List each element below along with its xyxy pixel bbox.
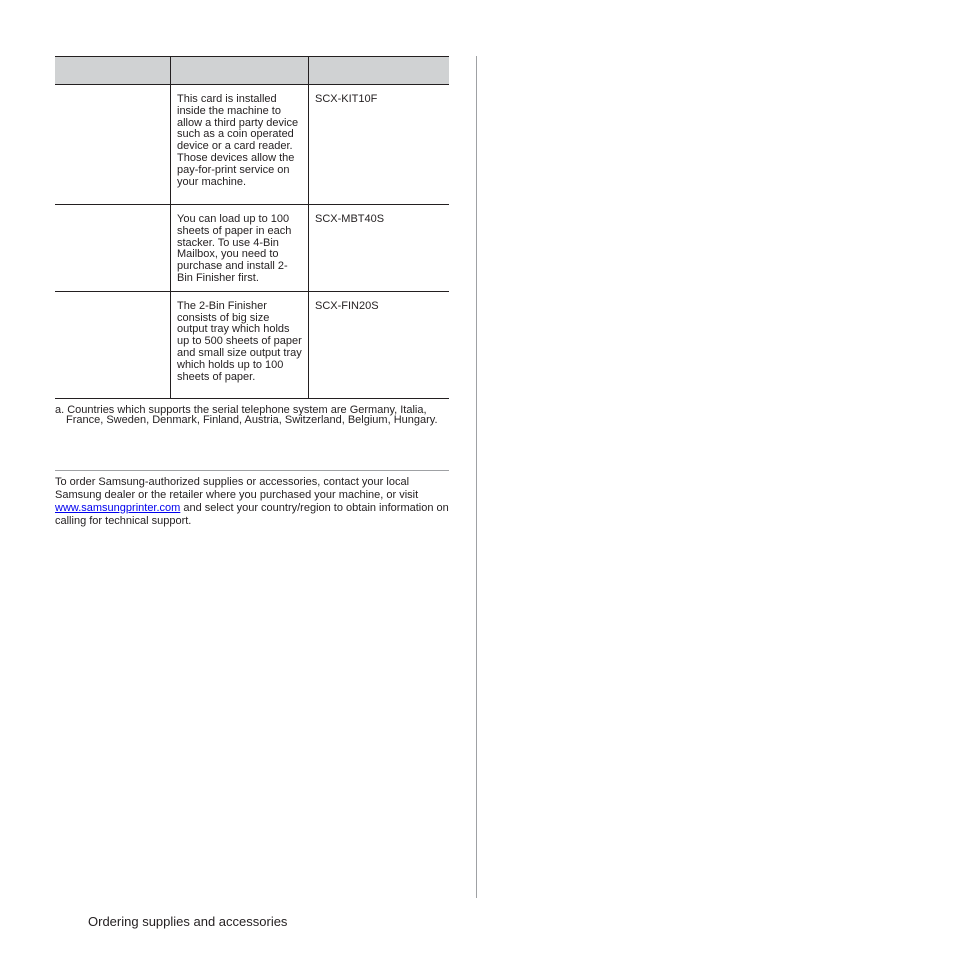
left-column xyxy=(55,56,449,426)
table-header-row xyxy=(55,57,449,85)
item-description-cell: You can load up to 100 sheets of paper in each stacker. To use 4-Bin Mailbox, you need to purchase and install 2-Bin Finisher first. xyxy=(171,205,309,292)
item-description-cell: The 2-Bin Finisher consists of big size output tray which holds up to 500 sheets of paper and small size output tray which holds up to 100 sheets of paper. xyxy=(171,291,309,398)
column-divider xyxy=(476,56,477,898)
accessories-table xyxy=(55,56,449,399)
table-footnote: a. Countries which supports the serial telephone system are Germany, Italia, France, Sweden, Denmark, Finland, Austria, Switzerland, Belgium, Hungary. xyxy=(55,403,438,427)
ordering-text-before: To order Samsung-authorized supplies or accessories, contact your local Samsung dealer or the retailer where you purchased your machine, or visit xyxy=(55,476,419,501)
ordering-paragraph xyxy=(55,476,449,528)
item-name-cell xyxy=(55,205,171,292)
table-row xyxy=(55,205,449,292)
item-description-cell: This card is installed inside the machine to allow a third party device such as a coin operated device or a card reader. Those devices allow the pay-for-print service on your machine. xyxy=(171,85,309,205)
item-name-cell xyxy=(55,85,171,205)
ordering-text-after: and select your country/region to obtain information on calling for technical support. xyxy=(55,502,449,527)
section-divider xyxy=(55,470,449,471)
part-number-cell: SCX-KIT10F xyxy=(309,85,450,205)
header-cell xyxy=(171,57,309,85)
table-row xyxy=(55,291,449,398)
table-row xyxy=(55,85,449,205)
samsungprinter-link[interactable]: www.samsungprinter.com xyxy=(55,502,181,514)
header-cell xyxy=(55,57,171,85)
page-footer: Ordering supplies and accessories xyxy=(88,914,288,929)
item-name-cell xyxy=(55,291,171,398)
part-number-cell: SCX-MBT40S xyxy=(309,205,450,292)
header-cell xyxy=(309,57,450,85)
part-number-cell: SCX-FIN20S xyxy=(309,291,450,398)
